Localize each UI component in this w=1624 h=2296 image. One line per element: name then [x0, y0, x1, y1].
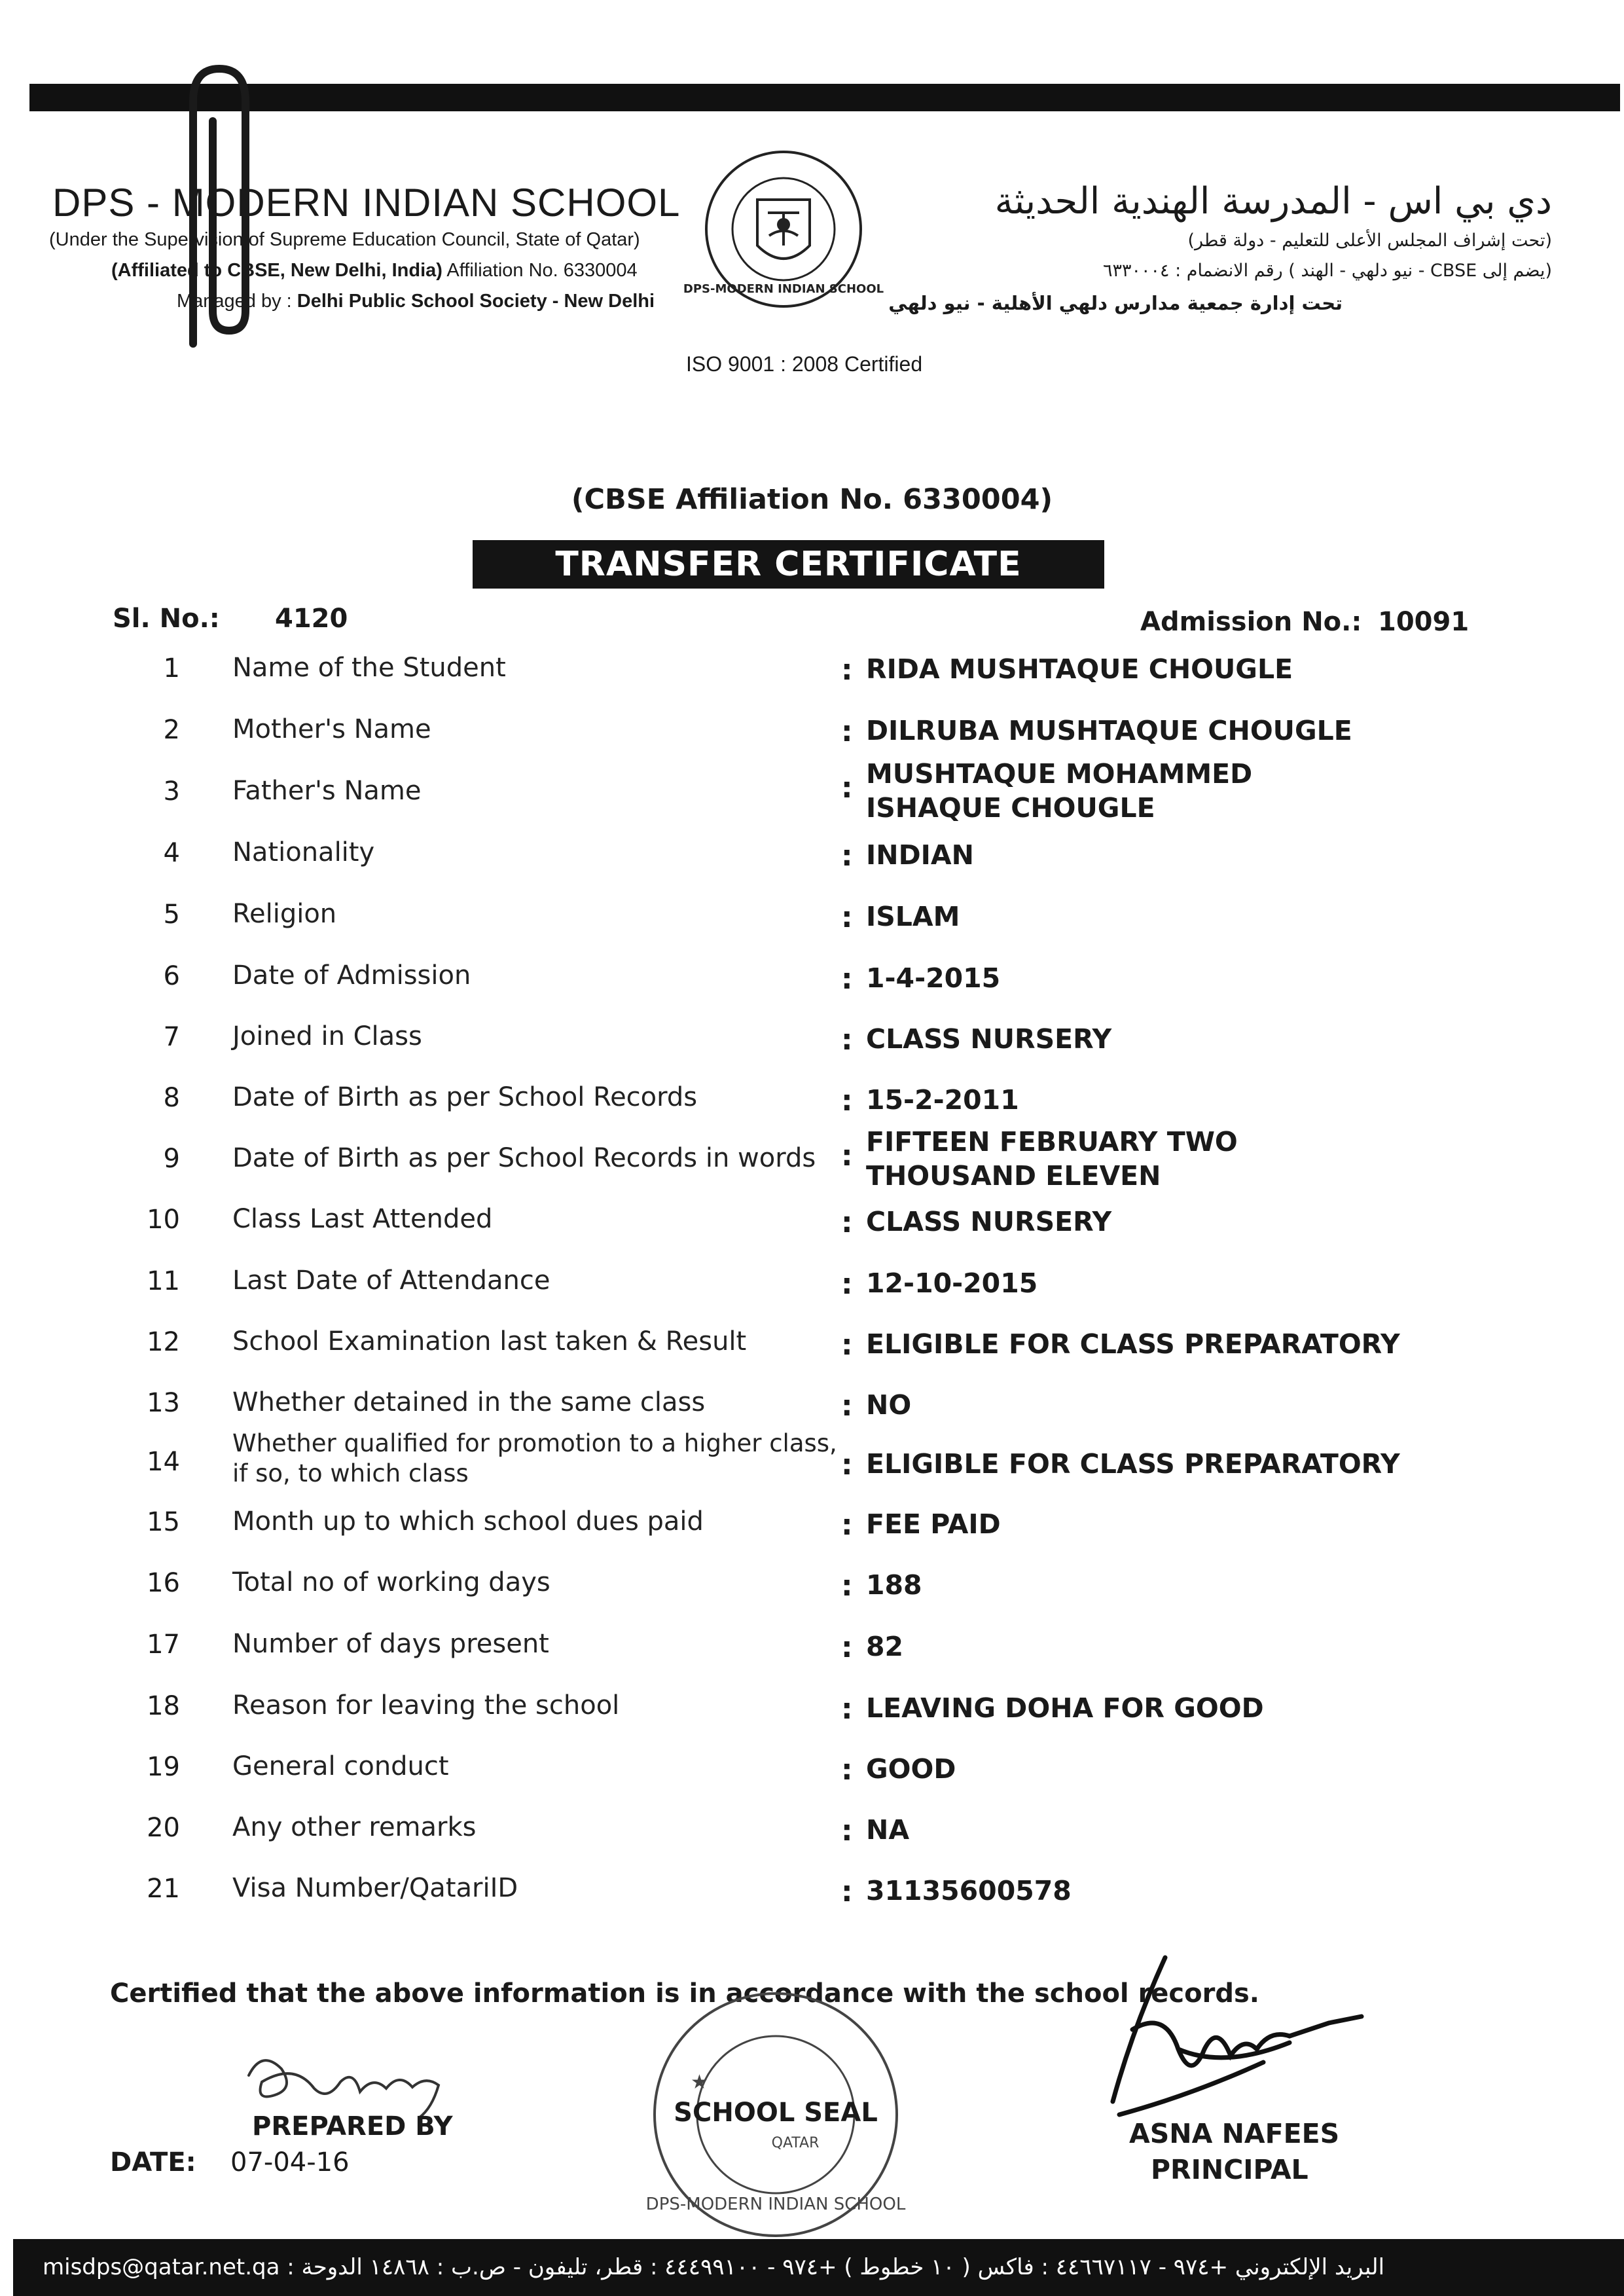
cbse-affiliation-heading: (CBSE Affiliation No. 6330004) — [571, 483, 1053, 516]
date-label: DATE: — [110, 2147, 196, 2178]
supervision-line: (Under the Supervision of Supreme Education Council, State of Qatar) — [49, 229, 640, 250]
row-colon: : — [841, 1753, 853, 1787]
working-days-value: 188 — [866, 1569, 922, 1601]
birth-date-value: 15-2-2011 — [866, 1084, 1019, 1116]
row-colon: : — [841, 1814, 853, 1848]
row-number: 21 — [147, 1874, 180, 1904]
principal-name: ASNA NAFEES — [1129, 2118, 1340, 2149]
seal-qatar: QATAR — [771, 2135, 820, 2151]
last-attendance-value: 12-10-2015 — [866, 1267, 1038, 1299]
row-colon: : — [841, 1508, 853, 1542]
school-logo — [683, 147, 884, 324]
row-number: 6 — [163, 961, 180, 991]
row-number: 13 — [147, 1388, 180, 1418]
admission-value: 10091 — [1378, 607, 1470, 637]
row-number: 9 — [163, 1144, 180, 1174]
row-number: 12 — [147, 1327, 180, 1357]
row-colon: : — [841, 839, 853, 873]
row-label: School Examination last taken & Result — [232, 1326, 747, 1357]
date-value: 07-04-16 — [230, 2147, 350, 2178]
row-number: 5 — [163, 900, 180, 930]
exam-result-value: ELIGIBLE FOR CLASS PREPARATORY — [866, 1328, 1400, 1360]
seal-ring-text: DPS-MODERN INDIAN SCHOOL — [645, 2195, 906, 2214]
managed-prefix: Managed by : — [177, 291, 292, 312]
row-colon: : — [841, 1569, 853, 1603]
row-colon: : — [841, 1084, 853, 1118]
row-label: Date of Admission — [232, 960, 471, 991]
promotion-value: ELIGIBLE FOR CLASS PREPARATORY — [866, 1448, 1400, 1480]
row-label: Joined in Class — [232, 1021, 422, 1051]
row-label: Nationality — [232, 837, 375, 867]
row-label: Mother's Name — [232, 714, 431, 744]
row-number: 3 — [163, 776, 180, 807]
affiliation-bold: (Affiliated to CBSE, New Delhi, India) — [111, 260, 442, 281]
row-colon: : — [841, 1206, 853, 1239]
mother-name-value: DILRUBA MUSHTAQUE CHOUGLE — [866, 715, 1352, 746]
row-colon: : — [841, 962, 853, 996]
school-seal-stamp — [645, 1984, 907, 2246]
row-label: Last Date of Attendance — [232, 1266, 550, 1296]
principal-title: PRINCIPAL — [1151, 2154, 1308, 2185]
row-number: 2 — [163, 715, 180, 745]
row-label: Month up to which school dues paid — [232, 1506, 704, 1537]
row-label: Father's Name — [232, 776, 422, 806]
detained-value: NO — [866, 1389, 912, 1421]
certificate-title: TRANSFER CERTIFICATE — [473, 540, 1104, 589]
admission-date-value: 1-4-2015 — [866, 962, 1001, 994]
religion-value: ISLAM — [866, 901, 960, 932]
row-colon: : — [841, 1448, 853, 1482]
prepared-by-label: PREPARED BY — [252, 2111, 453, 2141]
row-colon: : — [841, 1267, 853, 1301]
days-present-value: 82 — [866, 1631, 904, 1662]
school-name: DPS - MODERN INDIAN SCHOOL — [52, 181, 681, 225]
last-class-value: CLASS NURSERY — [866, 1206, 1112, 1237]
row-label: Number of days present — [232, 1629, 549, 1659]
row-colon: : — [841, 1631, 853, 1664]
arabic-school-name: دي بي اس - المدرسة الهندية الحديثة — [994, 180, 1552, 223]
father-name-value: MUSHTAQUE MOHAMMED ISHAQUE CHOUGLE — [866, 758, 1253, 824]
row-number: 15 — [147, 1507, 180, 1537]
row-number: 16 — [147, 1568, 180, 1598]
row-colon: : — [841, 1328, 853, 1362]
logo-text: DPS-MODERN INDIAN SCHOOL — [683, 282, 884, 296]
nationality-value: INDIAN — [866, 839, 974, 871]
conduct-value: GOOD — [866, 1753, 956, 1785]
dues-paid-value: FEE PAID — [866, 1508, 1001, 1540]
admission-label: Admission No.: — [1140, 607, 1362, 637]
arabic-supervision: (تحت إشراف المجلس الأعلى للتعليم - دولة قطر) — [1187, 230, 1552, 251]
sl-no-value: 4120 — [275, 604, 348, 634]
row-label: Total no of working days — [232, 1567, 550, 1597]
row-label: Date of Birth as per School Records in words — [232, 1143, 816, 1173]
row-number: 4 — [163, 838, 180, 868]
seal-text: SCHOOL SEAL — [674, 2098, 878, 2128]
row-colon: : — [841, 1692, 853, 1726]
row-label: Reason for leaving the school — [232, 1690, 620, 1721]
row-number: 11 — [147, 1266, 180, 1296]
row-number: 19 — [147, 1752, 180, 1782]
row-label: Date of Birth as per School Records — [232, 1082, 698, 1112]
row-label: Any other remarks — [232, 1812, 477, 1842]
row-label: Name of the Student — [232, 653, 506, 683]
row-number: 17 — [147, 1630, 180, 1660]
contact-footer-bar: misdps@qatar.net.qa : البريد الإلكتروني +٩٧٤ - ٤٤٦٦٧١١٧ : فاكس ( ١٠ خطوط ) +٩٧٤ - ٤٤٤٩٩١٠٠ : قطر، تليفون - ص.ب : ١٤٨٦٨ الدوحة — [13, 2239, 1624, 2296]
arabic-affiliation: (يضم إلى CBSE - نيو دلهي - الهند ) رقم الانضمام : ٦٣٣٠٠٠٤ — [1102, 261, 1552, 281]
joined-class-value: CLASS NURSERY — [866, 1023, 1112, 1055]
certification-statement: Certified that the above information is in accordance with the school records. — [110, 1978, 1259, 2009]
row-label: Religion — [232, 899, 337, 929]
row-number: 14 — [147, 1447, 180, 1477]
row-label: Visa Number/QatariID — [232, 1873, 518, 1903]
principal-signature — [1093, 1951, 1368, 2141]
row-number: 20 — [147, 1813, 180, 1843]
row-colon: : — [841, 901, 853, 934]
row-label: Whether detained in the same class — [232, 1387, 706, 1417]
sl-no-label: Sl. No.: — [113, 604, 220, 634]
row-colon: : — [841, 1139, 853, 1173]
managed-by: Delhi Public School Society - New Delhi — [297, 291, 655, 312]
birth-date-words-value: FIFTEEN FEBRUARY TWO THOUSAND ELEVEN — [866, 1126, 1238, 1192]
affiliation-number: Affiliation No. 6330004 — [446, 260, 638, 281]
svg-text:★: ★ — [691, 2071, 708, 2094]
row-number: 7 — [163, 1022, 180, 1052]
row-colon: : — [841, 1875, 853, 1908]
row-colon: : — [841, 653, 853, 687]
iso-certified: ISO 9001 : 2008 Certified — [686, 352, 923, 376]
visa-id-value: 31135600578 — [866, 1875, 1072, 1906]
row-colon: : — [841, 1023, 853, 1057]
row-number: 18 — [147, 1691, 180, 1721]
row-number: 1 — [163, 653, 180, 683]
row-label: Class Last Attended — [232, 1204, 493, 1234]
row-label: Whether qualified for promotion to a higher class, if so, to which class — [232, 1429, 837, 1487]
row-colon: : — [841, 715, 853, 748]
row-colon: : — [841, 1389, 853, 1423]
student-name-value: RIDA MUSHTAQUE CHOUGLE — [866, 653, 1293, 685]
leaving-reason-value: LEAVING DOHA FOR GOOD — [866, 1692, 1264, 1724]
row-colon: : — [841, 771, 853, 805]
arabic-management: تحت إدارة جمعية مدارس دلهي الأهلية - نيو دلهي — [888, 292, 1343, 314]
row-number: 8 — [163, 1083, 180, 1113]
row-number: 10 — [147, 1205, 180, 1235]
remarks-value: NA — [866, 1814, 910, 1846]
paper-clip-icon — [167, 62, 272, 357]
row-label: General conduct — [232, 1751, 449, 1781]
